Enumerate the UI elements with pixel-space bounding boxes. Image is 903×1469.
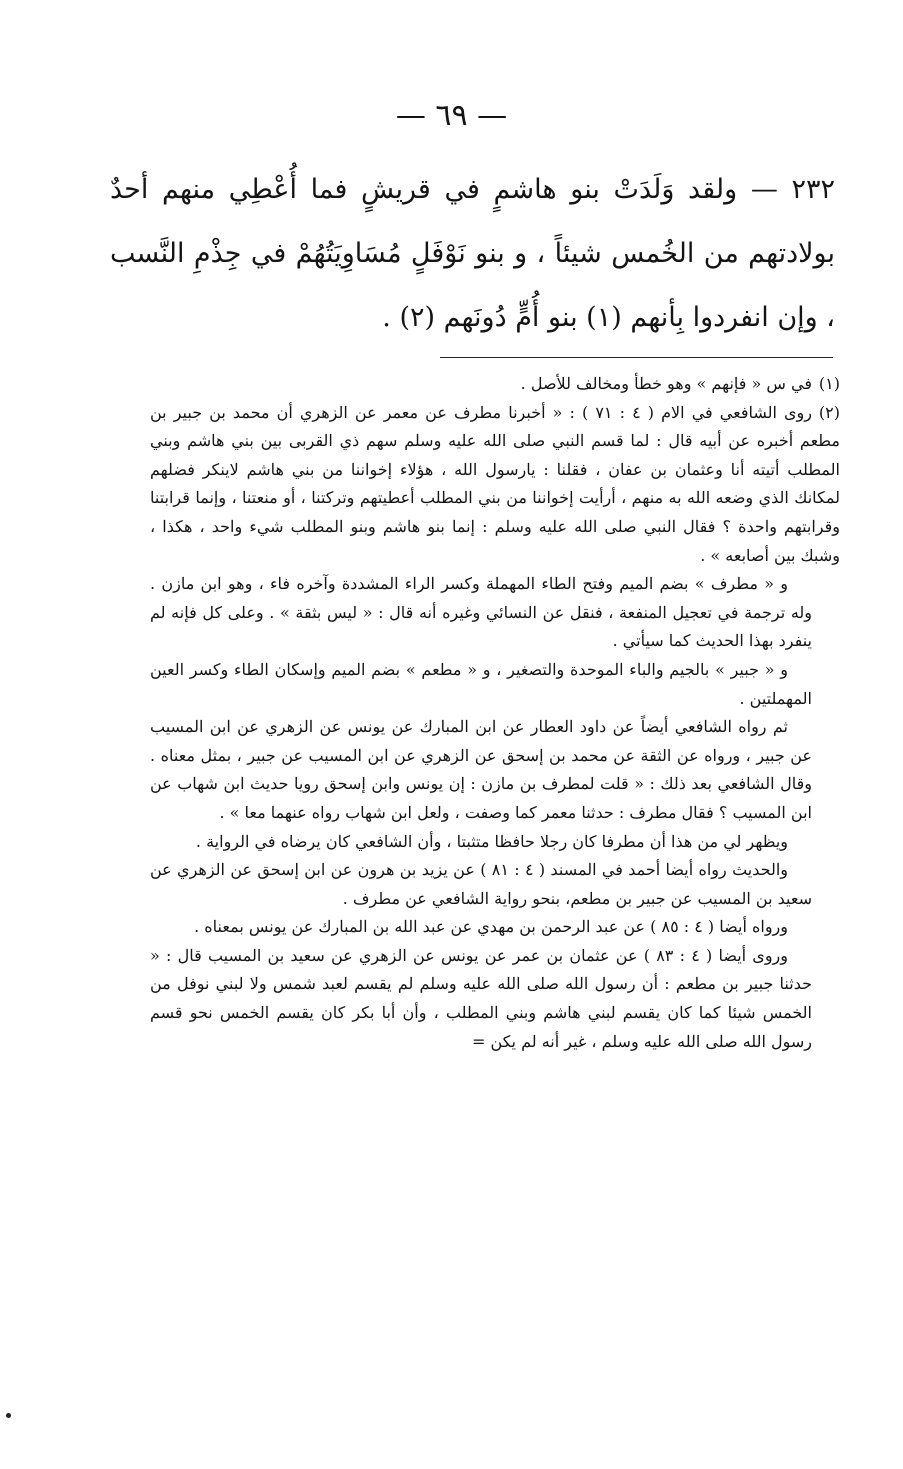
page-number: — ٦٩ —	[395, 98, 508, 133]
footnote-paragraph: و « جبير » بالجيم والباء الموحدة والتصغير ، و « مطعم » بضم الميم وإسكان الطاء وكسر العين المهملتين .	[150, 659, 812, 708]
footnote-paragraph: ويظهر لي من هذا أن مطرفا كان رجلا حافظا متثبتا ، وأن الشافعي كان يرضاه في الرواية .	[195, 831, 788, 851]
footnote-paragraph: والحديث رواه أيضا أحمد في المسند ( ٤ : ٨١ ) عن يزيد بن هرون عن ابن إسحق عن الزهري عن سعيد بن المسيب عن جبير بن مطعم، بنحو رواية الشافعي عن مطرف .	[150, 860, 812, 908]
footnote-paragraph: ثم رواه الشافعي أيضاً عن داود العطار عن ابن المبارك عن يونس عن الزهري عن ابن المسيب عن جبير ، ورواه عن الثقة عن محمد بن إسحق عن الزهري عن ابن المسيب عن جبير ، بمثل معناه . وقال الشافعي بعد ذلك : « قلت لمطرف بن مازن : إن يونس وابن إسحق رويا حديث ابن شهاب عن ابن المسيب ؟ فقال مطرف : حدثنا معمر كما وصفت ، ولعل ابن شهاب رواه عنهما معا » .	[150, 717, 813, 822]
main-paragraph: ٢٣٢ — ولقد وَلَدَتْ بنو هاشمٍ في قريشٍ فما أُعْطِي منهم أحدٌ بولادتهم من الخُمس شيئاً ، و بنو نَوْفَلٍ مُسَاوِيَتُهُمْ في جِذْمِ النَّسب ، وإن انفردوا بِأنهم (١) بنو أُمٍّ دُونَهم (٢) .	[110, 174, 835, 333]
footnote-paragraph: ورواه أيضا ( ٤ : ٨٥ ) عن عبد الرحمن بن مهدي عن عبد الله بن المبارك عن يونس بمعناه .	[194, 917, 788, 937]
footnote-text: في س « فإنهم » وهو خطأ ومخالف للأصل .	[520, 374, 812, 393]
footnotes	[150, 370, 840, 1056]
footnote-separator	[440, 357, 833, 358]
footnote-2	[150, 399, 840, 571]
footnote-number: (٢)	[818, 402, 841, 422]
scan-speck	[6, 1413, 11, 1418]
footnote-text: روى الشافعي في الام ( ٤ : ٧١ ) : « أخبرنا مطرف عن معمر عن الزهري أن محمد بن جبير بن مطعم أخبره عن أبيه قال : لما قسم النبي صلى الله عليه وسلم سهم ذي القربى بين بني هاشم وبني المطلب أتيته أنا وعثمان بن عفان ، فقلنا : يارسول الله ، هؤلاء إخواننا من بني هاشم لاينكر فضلهم لمكانك الذي وضعه الله به منهم ، أرأيت إخواننا من بني المطلب أعطيتهم وتركتنا ، أو منعتنا ، وإنما قرابتنا وقرابتهم واحدة ؟ فقال النبي صلى الله عليه وسلم : إنما بنو هاشم وبنو المطلب شيء واحد ، هكذا ، وشبك بين أصابعه » .	[150, 402, 840, 565]
footnote-1	[150, 370, 840, 399]
footnote-paragraph: وروى أيضا ( ٤ : ٨٣ ) عن عثمان بن عمر عن يونس عن الزهري عن سعيد بن المسيب قال : « حدثنا جبير بن مطعم : أن رسول الله صلى الله عليه وسلم لم يقسم لعبد شمس ولا لبني نوفل من الخمس شيئا كما كان يقسم لبني هاشم وبني المطلب ، وأن أبا بكر كان يقسم الخمس نحو قسم رسول الله صلى الله عليه وسلم ، غير أنه لم يكن =	[150, 945, 812, 1051]
footnote-paragraph: و « مطرف » بضم الميم وفتح الطاء المهملة وكسر الراء المشددة وآخره فاء ، وهو ابن مازن . وله ترجمة في تعجيل المنفعة ، فنقل عن النسائي وغيره أنه قال : « ليس بثقة » . وعلى كل فإنه لم ينفرد بهذا الحديث كما سيأتي .	[150, 574, 813, 651]
footnote-number: (١)	[818, 374, 840, 393]
